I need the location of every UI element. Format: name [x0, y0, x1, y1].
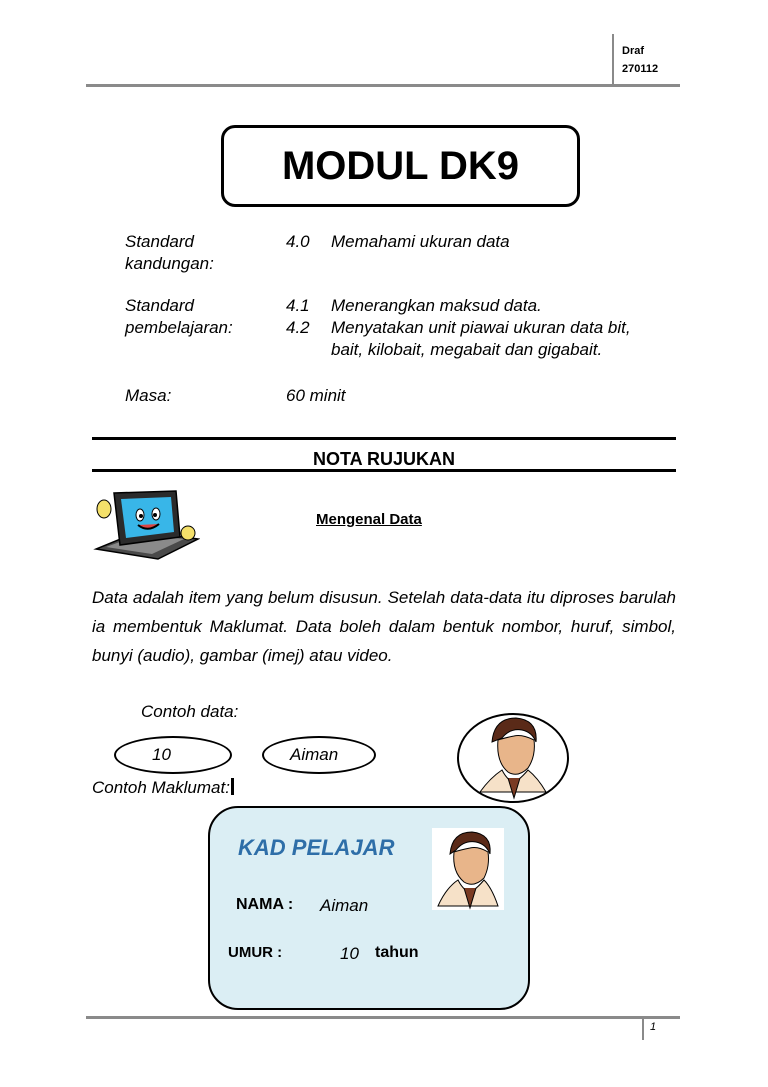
card-portrait: [432, 828, 504, 910]
nota-rule-top: [92, 437, 676, 440]
contoh-maklumat-text: Contoh Maklumat:: [92, 778, 230, 797]
section-title-mengenal-data: Mengenal Data: [316, 511, 422, 528]
label-line-2: pembelajaran:: [125, 318, 233, 337]
standard-kandungan-num: 4.0: [286, 232, 310, 251]
header-rule: [86, 84, 680, 87]
item-4-2-num: 4.2: [286, 318, 310, 337]
label-line-1: Standard: [125, 296, 194, 315]
card-title: KAD PELAJAR: [238, 835, 395, 860]
footer-divider: [642, 1018, 644, 1040]
card-nama-label: NAMA :: [236, 896, 294, 913]
contoh-maklumat-label: [92, 778, 234, 798]
card-umur-value: 10: [340, 944, 359, 963]
example-oval-name: [262, 736, 376, 774]
title-box: [221, 125, 580, 207]
draft-word: Draf: [622, 45, 645, 57]
standard-pembelajaran-label: [125, 295, 233, 339]
nota-rule-bottom: [92, 469, 676, 472]
label-line-1: Standard: [125, 232, 194, 251]
standard-kandungan-text: Memahami ukuran data: [331, 232, 510, 251]
example-number: 10: [152, 745, 171, 764]
nota-rujukan-heading: NOTA RUJUKAN: [313, 449, 455, 469]
item-4-2-text-cont: bait, kilobait, megabait dan gigabait.: [331, 340, 603, 359]
item-4-1-num: 4.1: [286, 296, 310, 315]
contoh-data-label: Contoh data:: [141, 702, 239, 721]
example-oval-number: [114, 736, 232, 774]
card-umur-label: UMUR :: [228, 944, 283, 961]
standard-kandungan-label: [125, 231, 214, 275]
card-umur-unit: tahun: [375, 944, 419, 961]
item-4-2-text: Menyatakan unit piawai ukuran data bit,: [331, 318, 631, 337]
draft-code: 270112: [622, 63, 659, 75]
laptop-mascot-illustration: [92, 487, 200, 569]
page-title: MODUL DK9: [281, 143, 520, 188]
page-number: 1: [650, 1021, 657, 1033]
label-line-2: kandungan:: [125, 254, 214, 273]
card-nama-value: Aiman: [320, 896, 369, 915]
student-portrait-circle: [456, 712, 570, 804]
definition-paragraph: Data adalah item yang belum disusun. Setelah data-data itu diproses barulah ia membentuk Maklumat. Data boleh dalam bentuk nombor, huruf, simbol, bunyi (audio), gambar (imej) atau video.: [92, 588, 676, 665]
example-name: Aiman: [290, 745, 339, 764]
masa-label: Masa:: [125, 386, 172, 405]
header-draft-label: [622, 42, 658, 78]
masa-value: 60 minit: [286, 386, 346, 405]
item-4-1-text: Menerangkan maksud data.: [331, 296, 542, 315]
text-cursor: [231, 778, 234, 795]
footer-rule: [86, 1016, 680, 1019]
header-divider: [612, 34, 614, 86]
